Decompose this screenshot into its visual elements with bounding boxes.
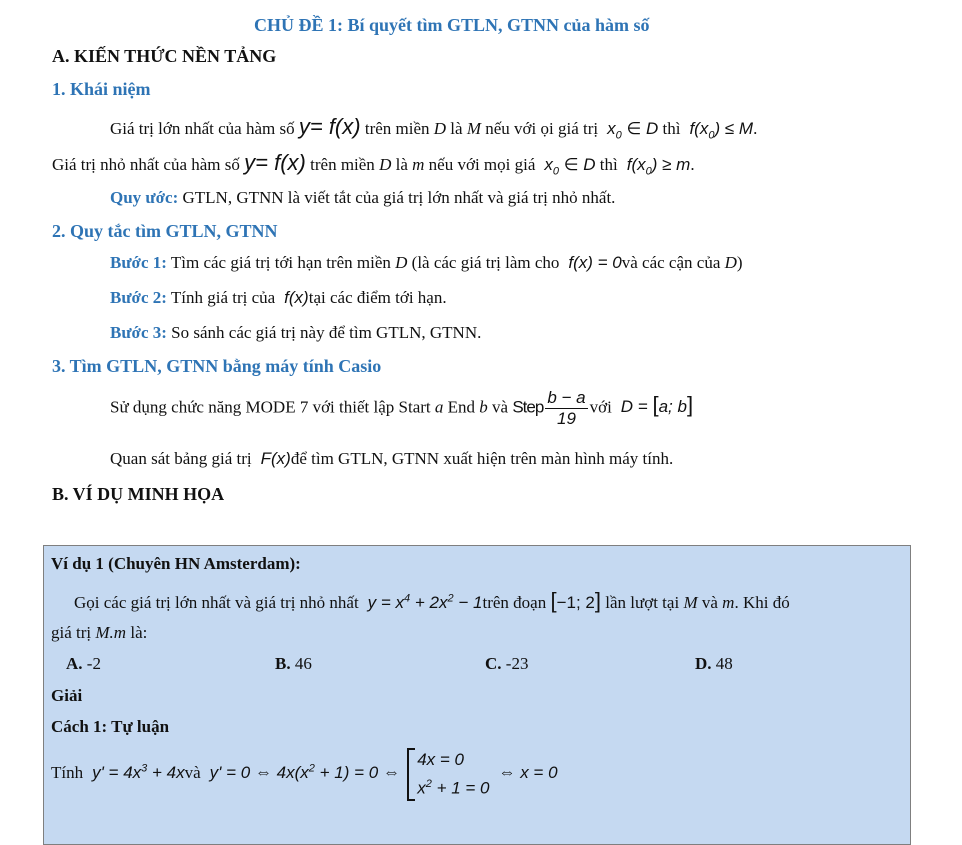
var-d: D [433, 119, 447, 138]
formula-Fx: F(x) [255, 449, 291, 468]
var-m-upper: M [466, 119, 481, 138]
formula-derivative: $y' = 4x^3 + 4x$ [87, 762, 185, 783]
text: và [701, 593, 718, 612]
solution-heading: Giải [51, 686, 83, 705]
var-mm: M.m [95, 623, 127, 642]
text: và các cận của [621, 253, 721, 272]
text: thì [599, 155, 618, 174]
step-2-label: Bước 2: [110, 288, 167, 307]
var-m-upper: M [683, 593, 698, 612]
text: lần lượt tại [605, 593, 680, 612]
example-question-line-2 [51, 623, 147, 643]
equation-system: 4x = 0 $x^2 + 1 = 0$ [407, 748, 489, 801]
var-m: m [412, 155, 425, 174]
step-3-label: Bước 3: [110, 323, 167, 342]
definition-min: Giá trị nhỏ nhất của hàm số y= f(x) trên miền D là m nếu với mọi giá $x_0$ ∈ D thì $f(x_0) \ge m$. [52, 150, 695, 178]
formula-fx0-le-m: $f(x_0) \le M$ [684, 119, 754, 142]
text: và [492, 397, 509, 417]
step-fraction [545, 388, 587, 429]
formula-fx-eq-0: f(x) = 0 [563, 253, 622, 272]
fraction-numerator: b − a [547, 388, 586, 407]
text: trên miền [364, 119, 430, 138]
option-label: C. [485, 654, 502, 673]
text: End [447, 397, 476, 417]
step-3 [110, 323, 481, 343]
section-3-heading: 3. Tìm GTLN, GTNN bằng máy tính Casio [52, 356, 382, 376]
example-question-line-1 [74, 588, 790, 614]
var-d: D [724, 253, 737, 272]
formula-result: ⇔ x = 0 [493, 763, 558, 783]
text: trên đoạn [482, 593, 547, 612]
section-1-heading: 1. Khái niệm [52, 79, 151, 99]
example-title: Ví dụ 1 (Chuyên HN Amsterdam): [51, 554, 301, 573]
fraction-denominator: 19 [557, 409, 576, 428]
definition-max: Giá trị lớn nhất của hàm số y= f(x) trên miền D là M nếu với ọi giá trị $x_0$ ∈ D thì $f(x_0) \le M$. [110, 114, 758, 142]
formula-fx0-ge-m: $f(x_0) \ge m$ [622, 155, 691, 178]
section-b-heading: B. VÍ DỤ MINH HỌA [52, 484, 225, 504]
derivative-line [51, 748, 558, 801]
text: trên miền [310, 155, 375, 174]
formula-interval: [−1; 2] [550, 588, 602, 613]
option-value: 46 [294, 654, 312, 673]
text: là [450, 119, 463, 138]
example-box [43, 545, 911, 845]
text: nếu với mọi giá [428, 155, 536, 174]
step-1 [110, 253, 743, 273]
step-1-label: Bước 1: [110, 253, 167, 272]
option-b[interactable] [275, 654, 312, 674]
text: giá trị [51, 623, 92, 642]
observe-instruction [110, 449, 673, 469]
text: thì [662, 119, 681, 138]
step-word: Step [512, 397, 544, 417]
option-c[interactable] [485, 654, 528, 674]
casio-instruction [110, 388, 693, 429]
text: với [589, 397, 612, 417]
formula-y-fx: y= f(x) [298, 114, 361, 139]
option-value: -23 [505, 654, 529, 673]
text: Sử dụng chức năng MODE 7 với thiết lập Start [110, 397, 431, 417]
var-d: D [379, 155, 392, 174]
step-3-text: So sánh các giá trị này để tìm GTLN, GTNN. [171, 323, 482, 342]
text: Giá trị lớn nhất của hàm số [110, 119, 295, 138]
var-d: D [395, 253, 408, 272]
convention-text: GTLN, GTNN là viết tắt của giá trị lớn nhất và giá trị nhỏ nhất. [182, 188, 616, 207]
text: Tính giá trị của [170, 288, 276, 307]
var-b: b [479, 397, 488, 417]
text: Tìm các giá trị tới hạn trên miền [170, 253, 391, 272]
var-m: m [722, 593, 735, 612]
convention-line [110, 188, 615, 208]
formula-y-poly: $y = x^4 + 2x^2 - 1$ [362, 592, 483, 612]
option-label: D. [695, 654, 712, 673]
text: Quan sát bảng giá trị [110, 449, 252, 468]
page-title: CHỦ ĐỀ 1: Bí quyết tìm GTLN, GTNN của hàm số [254, 15, 650, 35]
section-2-heading: 2. Quy tắc tìm GTLN, GTNN [52, 221, 278, 241]
step-2 [110, 288, 447, 308]
text: Gọi các giá trị lớn nhất và giá trị nhỏ nhất [74, 593, 359, 612]
formula-y-fx: y= f(x) [244, 150, 306, 175]
option-d[interactable] [695, 654, 733, 674]
text: Tính [51, 763, 84, 783]
section-a-heading: A. KIẾN THỨC NỀN TẢNG [52, 46, 277, 66]
text: để tìm GTLN, GTNN xuất hiện trên màn hình máy tính. [290, 449, 674, 468]
text: là: [130, 623, 148, 642]
text: tại các điểm tới hạn. [308, 288, 447, 307]
text: Giá trị nhỏ nhất của hàm số [52, 155, 240, 174]
option-label: B. [275, 654, 291, 673]
text: (là các giá trị làm cho [411, 253, 560, 272]
formula-x0-in-d: $x_0$ ∈ D [602, 119, 659, 142]
text: . Khi đó [734, 593, 790, 612]
formula-fx: f(x) [279, 288, 309, 307]
text: nếu với ọi giá trị [485, 119, 599, 138]
var-a: a [434, 397, 444, 417]
formula-d-interval: D = [a; b] [616, 392, 694, 418]
text: là [395, 155, 408, 174]
text: ) [736, 253, 743, 272]
convention-label: Quy ước: [110, 188, 179, 207]
option-a[interactable] [66, 654, 101, 674]
option-value: 48 [715, 654, 733, 673]
text: và [184, 763, 201, 783]
option-label: A. [66, 654, 83, 673]
formula-derivative-zero: y' = 0 ⇔ $4x(x^2 + 1) = 0$ ⇔ [204, 762, 400, 783]
method-heading: Cách 1: Tự luận [51, 717, 170, 736]
formula-x0-in-d: $x_0$ ∈ D [539, 155, 596, 178]
option-value: -2 [86, 654, 101, 673]
